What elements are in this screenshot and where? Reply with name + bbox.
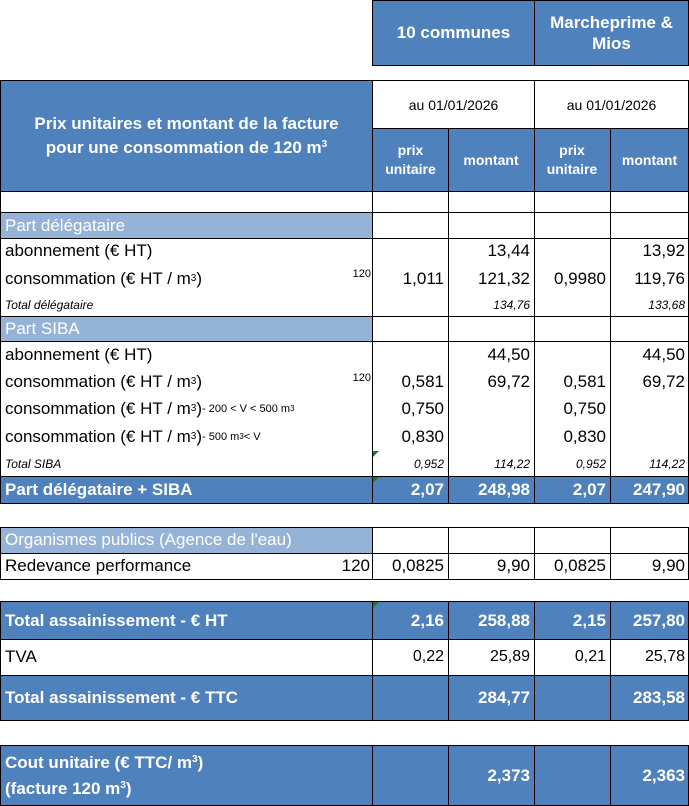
siba-total-m2: 114,22 — [649, 456, 685, 471]
siba-consommation-volume: 120 — [352, 372, 371, 384]
grid-line — [0, 80, 689, 81]
delegataire-consommation-volume: 120 — [352, 268, 371, 280]
table-title-line1: Prix unitaires et montant de la facture — [34, 114, 339, 133]
cout-m1: 2,373 — [487, 765, 530, 785]
part-total-p2: 2,07 — [572, 479, 606, 499]
header-10-communes: 10 communes — [396, 23, 511, 42]
siba-conso2-p1: 0,750 — [401, 399, 444, 418]
grid-line — [610, 745, 611, 806]
tva-m1: 25,89 — [489, 648, 530, 665]
grid-line — [0, 527, 689, 528]
total-ht-m2: 257,80 — [633, 610, 685, 630]
total-ttc-m2: 283,58 — [633, 687, 685, 707]
grid-line — [372, 601, 373, 721]
grid-line — [0, 316, 689, 317]
delegataire-abonnement-m1: 13,44 — [487, 241, 530, 260]
grid-line — [372, 80, 373, 504]
siba-total-p2: 0,952 — [575, 456, 606, 471]
grid-line — [0, 601, 689, 602]
header-col2-line2: Mios — [592, 34, 631, 53]
grid-line — [0, 476, 689, 477]
tva-label: TVA — [5, 647, 37, 666]
grid-line — [0, 601, 1, 721]
header-col2-line1: Marcheprime & — [550, 13, 673, 32]
redevance-p2: 0,0825 — [554, 556, 606, 575]
grid-line — [0, 341, 689, 342]
part-total-m1: 248,98 — [478, 479, 530, 499]
siba-conso3-p2: 0,830 — [563, 427, 606, 446]
grid-line — [0, 745, 1, 806]
delegataire-consommation-p1: 1,011 — [402, 269, 444, 288]
tva-m2: 25,78 — [644, 648, 685, 665]
redevance-volume: 120 — [341, 556, 370, 575]
date-col2: au 01/01/2026 — [566, 96, 657, 113]
grid-line — [448, 745, 449, 806]
delegataire-consommation-m2: 119,76 — [634, 269, 685, 288]
grid-line — [534, 0, 535, 66]
siba-abonnement-m2: 44,50 — [642, 344, 685, 364]
redevance-label: Redevance performance — [5, 556, 192, 575]
grid-line — [448, 128, 449, 504]
grid-line — [373, 65, 689, 66]
cout-label — [0, 745, 373, 806]
grid-line — [0, 212, 689, 213]
prix-unitaire-l1: prix — [559, 141, 585, 158]
siba-conso2-label: consommation (€ HT / m 3 ) - 200 < V < 500 m 3 — [5, 399, 295, 418]
delegataire-consommation-m1: 121,32 — [478, 269, 530, 288]
grid-line — [0, 527, 1, 580]
siba-conso3-label: consommation (€ HT / m 3 ) - 500 m 3 < V — [5, 427, 261, 446]
date-col1: au 01/01/2026 — [408, 96, 499, 113]
grid-line — [372, 0, 373, 66]
table-title-line2: pour une consommation de 120 $m^3$ — [45, 138, 328, 157]
delegataire-consommation-p2: 0,9980 — [554, 269, 606, 288]
siba-consommation-m2: 69,72 — [642, 371, 685, 391]
delegataire-total-label: Total délégataire — [5, 298, 94, 312]
delegataire-consommation-label: consommation (€ HT / m 3 ) — [5, 269, 203, 288]
delegataire-total-m2: 133,68 — [648, 298, 685, 312]
section-organismes: Organismes publics (Agence de l'eau) — [5, 530, 292, 549]
grid-line — [534, 601, 535, 721]
grid-line — [534, 527, 535, 580]
siba-consommation-m1: 69,72 — [487, 371, 530, 391]
grid-line — [534, 745, 535, 806]
grid-line — [0, 675, 689, 676]
delegataire-abonnement-m2: 13,92 — [642, 241, 685, 260]
section-delegataire: Part délégataire — [5, 215, 126, 235]
siba-total-p1: 0,952 — [413, 456, 444, 471]
redevance-m2: 9,90 — [651, 556, 685, 575]
grid-line — [0, 191, 689, 192]
delegataire-total-m1: 134,76 — [493, 298, 530, 312]
table-title — [0, 81, 373, 191]
comment-indicator-icon[interactable] — [373, 477, 379, 483]
grid-line — [0, 238, 689, 239]
siba-abonnement-label: abonnement (€ HT) — [5, 344, 153, 364]
montant-col2: montant — [621, 151, 678, 168]
grid-line — [373, 0, 689, 1]
prix-unitaire-l2: unitaire — [546, 160, 598, 177]
tva-p2: 0,21 — [574, 648, 606, 665]
grid-line — [0, 80, 1, 504]
siba-consommation-p2: 0,581 — [563, 371, 606, 391]
grid-line — [0, 553, 689, 554]
prix-unitaire-l1: prix — [397, 141, 424, 158]
siba-total-label: Total SIBA — [5, 456, 62, 471]
comment-indicator-icon[interactable] — [373, 602, 379, 608]
header-marcheprime-mios — [534, 1, 689, 65]
grid-line — [372, 527, 373, 580]
prix-unitaire-col2 — [534, 128, 610, 191]
delegataire-abonnement-label: abonnement (€ HT) — [5, 241, 153, 260]
grid-line — [0, 639, 689, 640]
grid-line — [534, 80, 535, 504]
grid-line — [372, 745, 373, 806]
total-ht-m1: 258,88 — [478, 610, 530, 630]
grid-line — [448, 527, 449, 580]
comment-indicator-icon[interactable] — [373, 451, 379, 457]
grid-line — [0, 745, 689, 746]
total-ht-label: Total assainissement - € HT — [5, 610, 228, 630]
siba-conso3-p1: 0,830 — [401, 427, 444, 446]
grid-line — [448, 601, 449, 721]
redevance-p1: 0,0825 — [392, 556, 444, 575]
part-total-label: Part délégataire + SIBA — [5, 479, 193, 499]
grid-line — [0, 503, 689, 504]
grid-line — [0, 720, 689, 721]
total-ttc-label: Total assainissement - € TTC — [5, 687, 239, 707]
grid-line — [610, 601, 611, 721]
grid-line — [373, 128, 689, 129]
tva-p1: 0,22 — [412, 648, 444, 665]
grid-line — [610, 527, 611, 580]
cout-m2: 2,363 — [642, 765, 685, 785]
siba-total-m1: 114,22 — [494, 456, 530, 471]
part-total-p1: 2,07 — [410, 479, 444, 499]
cout-label-line2: (facture 120 $m^3$) — [5, 778, 132, 798]
total-ttc-m1: 284,77 — [478, 687, 530, 707]
grid-line — [0, 579, 689, 580]
montant-col1: montant — [463, 151, 519, 168]
cout-label-line1: Cout unitaire (€ TTC/ $m^3$) — [5, 752, 204, 772]
siba-conso2-p2: 0,750 — [563, 399, 606, 418]
section-siba: Part SIBA — [5, 318, 80, 338]
siba-abonnement-m1: 44,50 — [487, 344, 530, 364]
prix-unitaire-col1 — [373, 128, 448, 191]
part-total-m2: 247,90 — [633, 479, 685, 499]
grid-line — [610, 128, 611, 504]
siba-consommation-p1: 0,581 — [401, 371, 444, 391]
total-ht-p2: 2,15 — [572, 610, 606, 630]
redevance-m1: 9,90 — [496, 556, 530, 575]
total-ht-p1: 2,16 — [410, 610, 444, 630]
siba-consommation-label: consommation (€ HT / m 3 ) — [5, 371, 203, 391]
prix-unitaire-l2: unitaire — [385, 160, 436, 177]
